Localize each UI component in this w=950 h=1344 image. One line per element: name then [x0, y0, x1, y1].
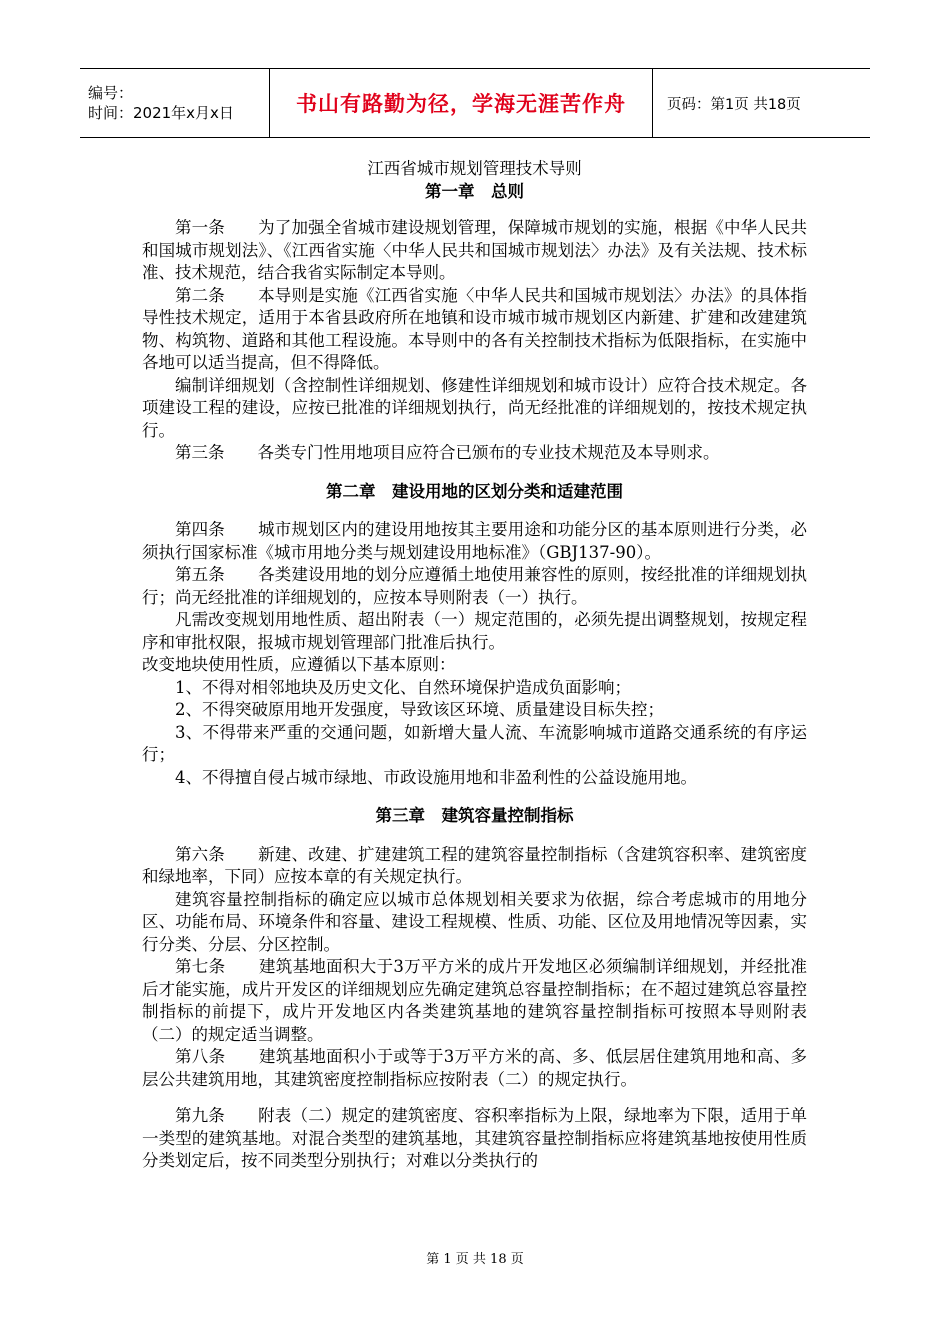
principle-2: 2、不得突破原用地开发强度，导致该区环境、质量建设目标失控；	[175, 700, 664, 719]
doc-time-label: 时间：2021年x月x日	[88, 104, 234, 122]
article-9: 第九条 附表（二）规定的建筑密度、容积率指标为上限，绿地率为下限，适用于单一类型的建筑基地。对混合类型的建筑基地，其建筑容量控制指标应将建筑基地按使用性质分类划定后，按不同类型分别执行；对难以分类执行的	[142, 1106, 807, 1170]
article-7: 第七条 建筑基地面积大于3万平方米的成片开发地区必须编制详细规划，并经批准后才能实施，成片开发区的详细规划应先确定建筑总容量控制指标；在不超过建筑总容量控制指标的前提下，成片开发地区内各类建筑基地的建筑容量控制指标可按照本导则附表（二）的规定适当调整。	[142, 957, 807, 1044]
principle-1: 1、不得对相邻地块及历史文化、自然环境保护造成负面影响；	[175, 677, 631, 697]
principles-intro: 改变地块使用性质，应遵循以下基本原则：	[142, 655, 456, 674]
document-body	[142, 158, 807, 1173]
chapter-1-heading: 第一章 总则	[425, 181, 524, 201]
chapter-2-heading: 第二章 建设用地的区划分类和适建范围	[326, 481, 623, 501]
article-2-para-2: 编制详细规划（含控制性详细规划、修建性详细规划和城市设计）应符合技术规定。各项建设工程的建设，应按已批准的详细规划执行，尚无经批准的详细规划的，按技术规定执行。	[142, 375, 807, 440]
article-4: 第四条 城市规划区内的建设用地按其主要用途和功能分区的基本原则进行分类，必须执行国家标准《城市用地分类与规划建设用地标准》（GBJ137-90）。	[142, 520, 807, 562]
article-8: 第八条 建筑基地面积小于或等于3万平方米的高、多、低层居住建筑用地和高、多层公共建筑用地，其建筑密度控制指标应按附表（二）的规定执行。	[142, 1047, 807, 1089]
page-header	[80, 68, 870, 138]
article-3: 第三条 各类专门性用地项目应符合已颁布的专业技术规范及本导则求。	[175, 443, 720, 462]
page-footer: 第 1 页 共 18 页	[426, 1252, 524, 1267]
article-1: 第一条 为了加强全省城市建设规划管理，保障城市规划的实施，根据《中华人民共和国城市规划法》、《江西省实施〈中华人民共和国城市规划法〉办法》及有关法规、技术标准、技术规范，结合我省实际制定本导则。	[142, 218, 807, 282]
header-motto: 书山有路勤为径，学海无涯苦作舟	[296, 92, 626, 116]
principle-3: 3、不得带来严重的交通问题，如新增大量人流、车流影响城市道路交通系统的有序运行；	[142, 722, 807, 764]
chapter-3-heading: 第三章 建筑容量控制指标	[375, 806, 574, 825]
article-2: 第二条 本导则是实施《江西省实施〈中华人民共和国城市规划法〉办法》的具体指导性技术规定，适用于本省县政府所在地镇和设市城市城市规划区内新建、扩建和改建建筑物、构筑物、道路和其他工程设施。本导则中的各有关控制技术指标为低限指标，在实施中各地可以适当提高，但不得降低。	[142, 285, 807, 372]
article-6: 第六条 新建、改建、扩建建筑工程的建筑容量控制指标（含建筑容积率、建筑密度和绿地率，下同）应按本章的有关规定执行。	[142, 844, 807, 886]
article-6-para-2: 建筑容量控制指标的确定应以城市总体规划相关要求为依据，综合考虑城市的用地分区、功能布局、环境条件和容量、建设工程规模、性质、功能、区位及用地情况等因素，实行分类、分层、分区控制。	[142, 889, 807, 954]
header-page-info: 页码：第1页 共18页	[667, 96, 801, 113]
doc-title: 江西省城市规划管理技术导则	[367, 159, 582, 178]
principle-4: 4、不得擅自侵占城市绿地、市政设施用地和非盈利性的公益设施用地。	[175, 767, 697, 787]
article-5-para-2: 凡需改变规划用地性质、超出附表（一）规定范围的，必须先提出调整规划，按规定程序和审批权限，报城市规划管理部门批准后执行。	[142, 610, 807, 652]
header-meta	[80, 69, 270, 137]
header-motto-cell	[270, 69, 653, 137]
doc-number-label: 编号：	[88, 84, 134, 102]
article-5: 第五条 各类建设用地的划分应遵循土地使用兼容性的原则，按经批准的详细规划执行；尚无经批准的详细规划的，应按本导则附表（一）执行。	[142, 565, 807, 607]
